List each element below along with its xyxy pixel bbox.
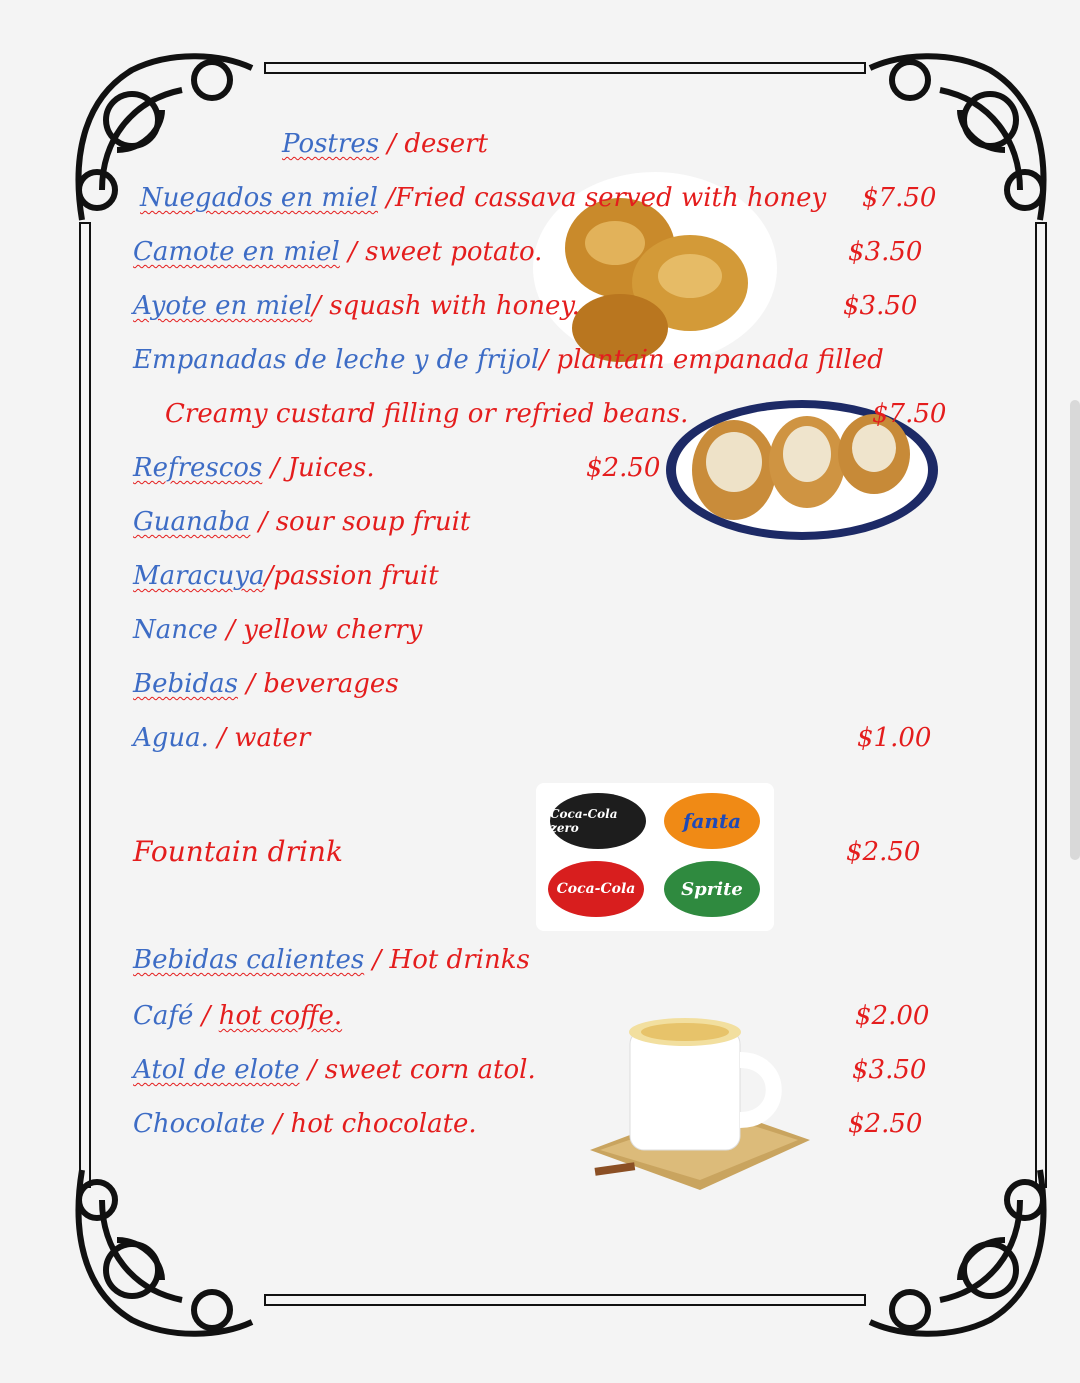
- scrollbar[interactable]: [1070, 400, 1080, 860]
- nuegados-price: $7.50: [862, 183, 937, 213]
- frame-left-bar: [79, 222, 91, 1188]
- empanadas-row: Empanadas de leche y de frijol/ plantain empanada filled: [133, 345, 884, 375]
- soda-logos-panel: [536, 783, 774, 931]
- frame-bottom-bar: [264, 1294, 866, 1306]
- agua-row: Agua. / water: [133, 723, 311, 753]
- empanadas-price: $7.50: [872, 399, 947, 429]
- agua-price: $1.00: [857, 723, 932, 753]
- bebidas-calientes-heading: Bebidas calientes / Hot drinks: [133, 945, 530, 975]
- ornamental-corner-bottom-left: [62, 1150, 262, 1350]
- empanadas-description: Creamy custard filling or refried beans.: [165, 399, 689, 429]
- atol-row: Atol de elote / sweet corn atol.: [133, 1055, 536, 1085]
- nuegados-row: Nuegados en miel /Fried cassava served with honey: [140, 183, 827, 213]
- coke-zero-logo: Coca-Cola zero: [550, 793, 646, 849]
- chocolate-price: $2.50: [848, 1109, 923, 1139]
- refrescos-heading: Refrescos / Juices.: [133, 453, 375, 483]
- fountain-drink-row: Fountain drink: [133, 835, 343, 868]
- fanta-logo: fanta: [664, 793, 760, 849]
- sprite-logo: Sprite: [664, 861, 760, 917]
- coca-cola-logo: Coca-Cola: [548, 861, 644, 917]
- bebidas-heading: Bebidas / beverages: [133, 669, 399, 699]
- coffee-mug-photo: [570, 1000, 820, 1200]
- chocolate-row: Chocolate / hot chocolate.: [133, 1109, 477, 1139]
- atol-price: $3.50: [852, 1055, 927, 1085]
- ornamental-corner-bottom-right: [860, 1150, 1060, 1350]
- camote-row: Camote en miel / sweet potato.: [133, 237, 543, 267]
- cafe-row: Café / hot coffe.: [133, 1001, 343, 1031]
- ayote-row: Ayote en miel/ squash with honey.: [133, 291, 580, 321]
- maracuya-row: Maracuya/passion fruit: [133, 561, 439, 591]
- refrescos-price: $2.50: [586, 453, 661, 483]
- frame-right-bar: [1035, 222, 1047, 1188]
- ayote-price: $3.50: [843, 291, 918, 321]
- guanaba-row: Guanaba / sour soup fruit: [133, 507, 471, 537]
- camote-price: $3.50: [848, 237, 923, 267]
- postres-heading: Postres / desert: [282, 129, 488, 159]
- cafe-price: $2.00: [855, 1001, 930, 1031]
- frame-top-bar: [264, 62, 866, 74]
- fountain-drink-price: $2.50: [846, 837, 921, 867]
- nance-row: Nance / yellow cherry: [133, 615, 423, 645]
